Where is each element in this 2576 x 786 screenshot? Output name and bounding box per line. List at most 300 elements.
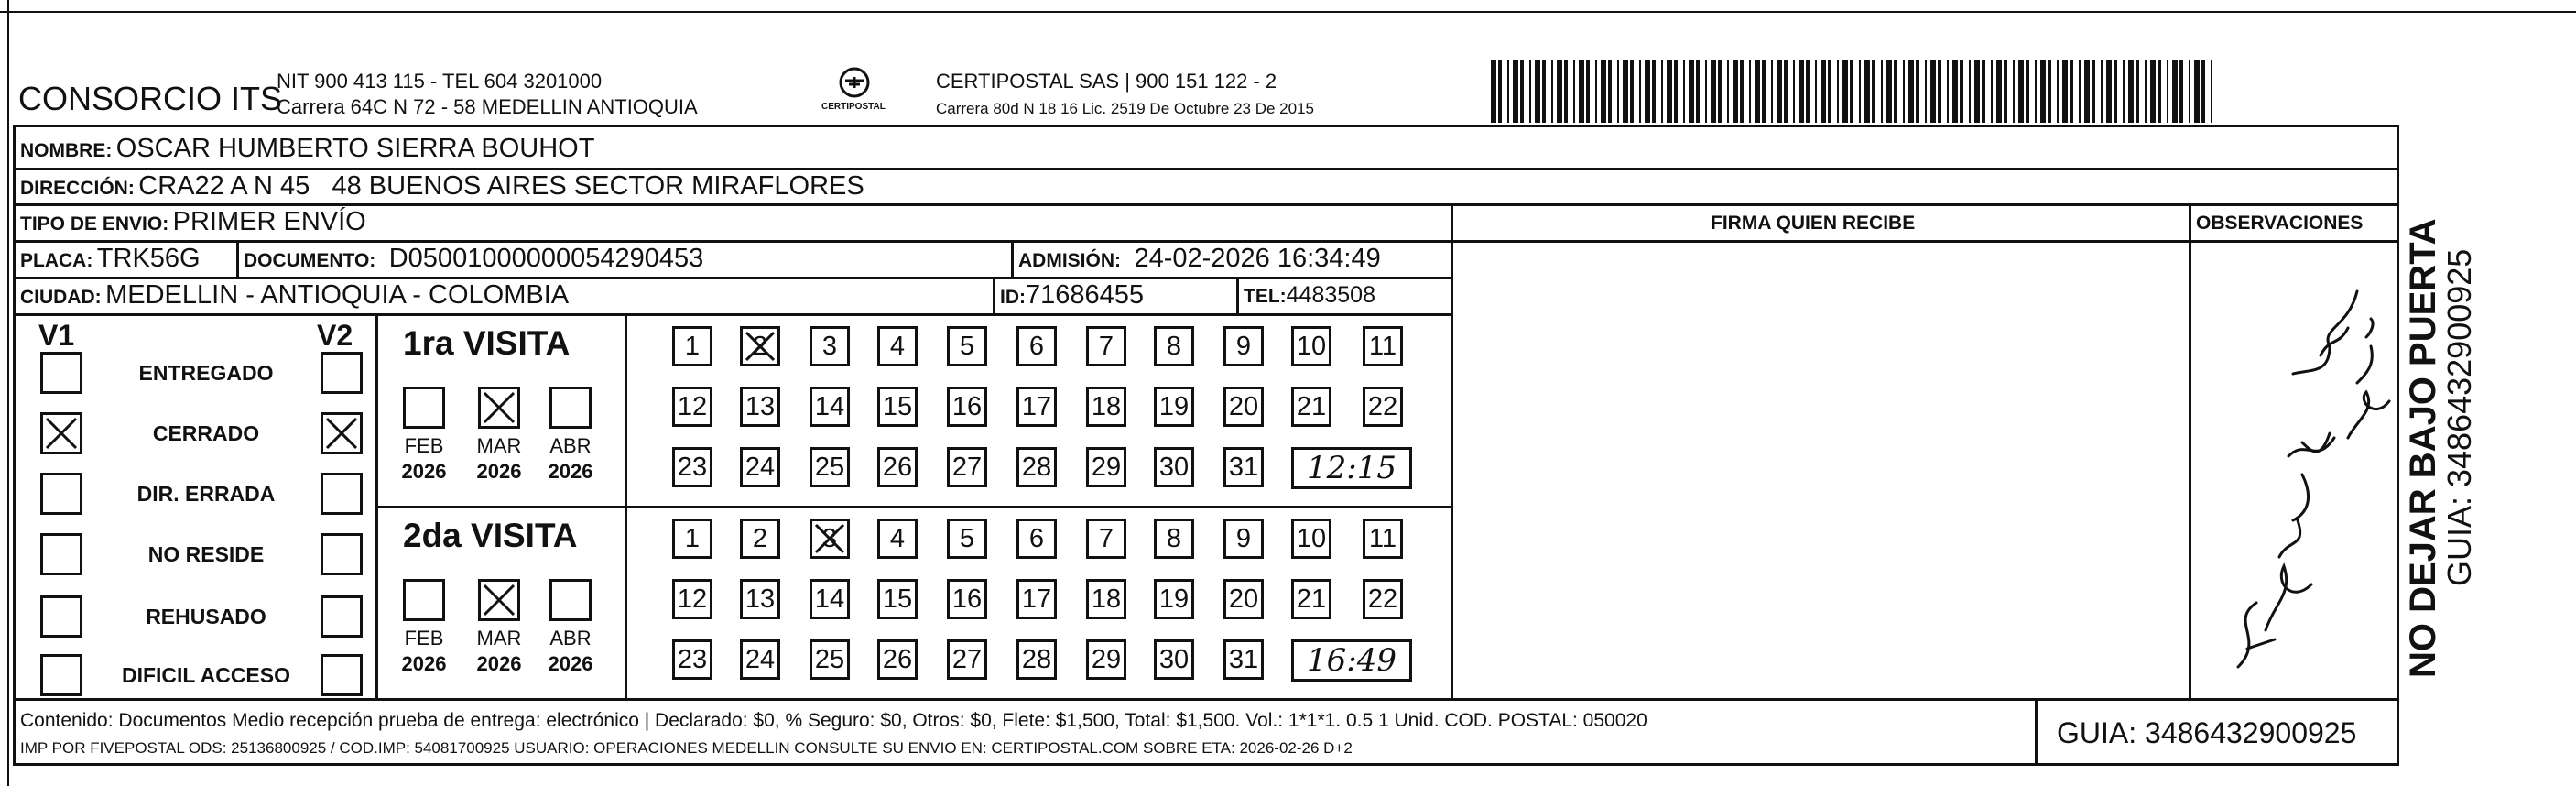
barcode-bar [2004,60,2007,123]
day-number: 1 [684,523,701,553]
day-number: 13 [745,391,776,421]
day-number: 26 [882,644,913,674]
v1-checkbox[interactable] [40,654,82,696]
day-box[interactable] [947,579,987,619]
day-number: 26 [882,452,913,482]
documento-row [244,246,703,272]
barcode-bar [2167,60,2168,123]
barcode-bar [2040,60,2046,123]
day-number: 31 [1228,452,1259,482]
v1-checkbox[interactable] [40,412,82,454]
barcode-bar [1507,60,1509,123]
day-box[interactable] [947,326,987,366]
day-number: 6 [1028,523,1045,553]
day-box[interactable] [810,519,850,559]
day-number: 19 [1158,584,1190,614]
day-box[interactable] [877,447,918,487]
barcode-bar [1864,60,1870,123]
barcode-bar [1828,60,1831,123]
barcode-bar [1996,60,2002,123]
barcode-bar [1947,60,1949,123]
col-divider [1451,203,1453,698]
v2-checkbox[interactable] [321,595,363,638]
row-line [1451,240,2399,243]
barcode-bar [1960,60,1963,123]
barcode-bar [1850,60,1853,123]
day-number: 24 [745,452,776,482]
day-number: 14 [814,584,845,614]
nombre-label: NOMBRE: [20,140,113,161]
day-number: 20 [1228,391,1259,421]
day-number: 16 [951,584,983,614]
day-box[interactable] [672,447,712,487]
barcode-bar [1513,60,1518,123]
day-number: 7 [1098,331,1114,361]
day-number: 11 [1368,523,1397,553]
barcode-bar [1520,60,1524,123]
nombre-value: OSCAR HUMBERTO SIERRA BOUHOT [115,134,595,163]
observaciones-header: OBSERVACIONES [2196,213,2364,234]
barcode-bar [1623,60,1628,123]
day-box[interactable] [1223,579,1264,619]
barcode-bar [1793,60,1795,123]
barcode-bar [1755,60,1760,123]
day-number: 3 [821,331,838,361]
barcode-bar [2092,60,2095,123]
admision-row [1018,246,1381,272]
day-box[interactable] [947,639,987,680]
barcode-bar [1573,60,1575,123]
admision-value: 24-02-2026 16:34:49 [1134,244,1381,273]
day-box[interactable] [672,326,712,366]
barcode-bar [1894,60,1897,123]
v1-checkbox[interactable] [40,533,82,575]
day-number: 4 [889,331,906,361]
id-label: ID: [1000,287,1026,308]
logo-caption: CERTIPOSTAL [821,102,886,112]
barcode-bar [1586,60,1590,123]
day-box[interactable] [877,519,918,559]
day-box[interactable] [1291,326,1331,366]
barcode-bar [1991,60,1993,123]
day-number: 29 [1091,452,1122,482]
day-box[interactable] [1086,326,1126,366]
barcode-bar [1872,60,1875,123]
col-divider [2189,203,2191,698]
day-number: 31 [1228,644,1259,674]
day-box[interactable] [672,639,712,680]
barcode-bar [2026,60,2029,123]
day-number: 25 [814,452,845,482]
barcode-bar [1696,60,1700,123]
day-box[interactable] [1154,579,1194,619]
placa-value: TRK56G [96,244,201,273]
day-number: 11 [1368,331,1397,361]
day-number: 9 [1235,523,1252,553]
day-box[interactable] [947,387,987,427]
barcode-bar [1815,60,1817,123]
v1-checkbox[interactable] [40,473,82,515]
status-label: DIFICIL ACCESO [121,663,290,687]
barcode-bar [2013,60,2015,123]
day-box[interactable] [740,519,780,559]
day-number: 1 [684,331,701,361]
cell-divider [1236,277,1239,313]
day-box[interactable] [1154,387,1194,427]
month-checkbox[interactable] [478,387,520,429]
barcode-bar [2062,60,2068,123]
tel-label: TEL: [1244,286,1287,307]
footer-imp: IMP POR FIVEPOSTAL ODS: 25136800925 / COD.IMP: 54081700925 USUARIO: OPERACIONES MEDELLIN CONSULTE SU ENVIO EN: CERTIPOSTAL.COM SOBRE ETA: 2026-02-26 D+2 [20,739,1353,757]
barcode-bar [2057,60,2059,123]
day-number: 6 [1028,331,1045,361]
x-mark-icon [43,415,80,452]
barcode-bar [1969,60,1971,123]
address-line: Carrera 64C N 72 - 58 MEDELLIN ANTIOQUIA [277,95,698,118]
section-divider [375,506,1451,508]
day-box[interactable] [1291,579,1331,619]
observaciones-area[interactable] [2192,246,2396,694]
day-box[interactable] [672,387,712,427]
barcode-bar [2035,60,2037,123]
handwritten-observation [2192,246,2396,694]
tipo-value: PRIMER ENVÍO [172,207,366,236]
v2-checkbox[interactable] [321,654,363,696]
top-edge [0,11,2576,13]
nombre-row [20,136,594,162]
visit-title: 1ra VISITA [403,324,571,362]
day-number: 22 [1367,391,1398,421]
barcode-bar [2128,60,2134,123]
day-box[interactable] [810,447,850,487]
year-label: 2026 [401,460,447,483]
barcode-bar [1881,60,1883,123]
v2-checkbox[interactable] [321,412,363,454]
day-box[interactable] [1016,326,1057,366]
day-box[interactable] [1154,639,1194,680]
barcode-bar [1749,60,1751,123]
id-value: 71686455 [1026,280,1145,310]
barcode-bar [1837,60,1839,123]
day-box[interactable] [1016,579,1057,619]
cell-divider [236,240,239,277]
barcode-bar [2172,60,2178,123]
placa-row [20,246,201,272]
day-box[interactable] [1154,326,1194,366]
barcode-bar [2136,60,2139,123]
barcode-bar [1762,60,1766,123]
admision-label: ADMISIÓN: [1018,250,1121,271]
month-label: MAR [476,627,522,650]
day-box[interactable] [1086,447,1126,487]
visit-time[interactable] [1291,639,1412,682]
day-box[interactable] [877,579,918,619]
day-number: 15 [882,584,913,614]
barcode-bar [1498,60,1502,123]
row-line [13,203,2399,206]
day-number: 7 [1098,523,1114,553]
month-checkbox[interactable] [549,579,592,621]
side-guia: GUIA: 3486432900925 [2440,248,2478,586]
row-line [13,277,1451,279]
day-box[interactable] [740,579,780,619]
month-checkbox[interactable] [478,579,520,621]
barcode-bar [2201,60,2205,123]
day-box[interactable] [1223,326,1264,366]
cell-divider [1011,240,1014,277]
day-box[interactable] [740,447,780,487]
day-number: 17 [1021,584,1052,614]
day-number: 24 [745,644,776,674]
barcode-bar [2079,60,2081,123]
barcode-bar [2145,60,2147,123]
day-box[interactable] [1086,579,1126,619]
barcode-bar [2123,60,2125,123]
month-label: ABR [549,434,592,457]
day-box[interactable] [1086,387,1126,427]
day-box[interactable] [810,579,850,619]
day-number: 25 [814,644,845,674]
left-edge [7,0,9,786]
no-dejar-bajo-puerta: NO DEJAR BAJO PUERTA [2403,218,2443,678]
barcode-bar [1674,60,1678,123]
day-box[interactable] [1154,447,1194,487]
barcode-bar [1938,60,1941,123]
status-label: NO RESIDE [147,542,265,566]
barcode-bar [1579,60,1584,123]
day-number: 23 [677,452,708,482]
signature-area[interactable] [1456,246,2185,694]
barcode-bar [1974,60,1980,123]
day-number: 30 [1158,452,1190,482]
barcode-bar [1740,60,1744,123]
month-checkbox[interactable] [549,387,592,429]
day-number: 29 [1091,644,1122,674]
day-box[interactable] [672,519,712,559]
barcode-bar [2048,60,2051,123]
v1-checkbox[interactable] [40,352,82,394]
barcode-bar [1689,60,1694,123]
barcode-bar [2211,60,2212,123]
day-box[interactable] [740,387,780,427]
day-box[interactable] [740,639,780,680]
v2-checkbox[interactable] [321,533,363,575]
year-label: 2026 [548,460,593,483]
day-box[interactable] [740,326,780,366]
certipostal-line2: Carrera 80d N 18 16 Lic. 2519 De Octubre 23 De 2015 [936,100,1314,117]
footer-contenido: Contenido: Documentos Medio recepción prueba de entrega: electrónico | Declarado: $0, % Seguro: $0, Otros: $0, Flete: $1,500, Total: $1,500. Vol.: 1*1*1. 0.5 1 Unid. COD. POSTAL: 050020 [20,710,1647,731]
day-number: 12 [677,584,708,614]
barcode-bar [2179,60,2183,123]
documento-label: DOCUMENTO: [244,250,376,271]
day-number: 22 [1367,584,1398,614]
status-label: REHUSADO [146,605,266,628]
barcode-bar [1799,60,1804,123]
barcode-bar [2189,60,2190,123]
direccion-label: DIRECCIÓN: [20,178,135,199]
day-box[interactable] [1223,447,1264,487]
status-label: ENTREGADO [138,361,274,385]
barcode [1491,60,2223,123]
month-checkbox[interactable] [403,579,445,621]
day-number: 10 [1296,331,1327,361]
day-number: 28 [1021,644,1052,674]
month-label: ABR [549,627,592,650]
year-label: 2026 [401,652,447,675]
barcode-bar [1667,60,1672,123]
day-box[interactable] [947,447,987,487]
certipostal-logo [818,66,891,117]
day-number: 8 [1166,523,1182,553]
barcode-bar [1652,60,1656,123]
day-box[interactable] [1223,519,1264,559]
v2-checkbox[interactable] [321,473,363,515]
day-box[interactable] [1291,387,1331,427]
company-name: CONSORCIO ITS [18,80,283,117]
ciudad-value: MEDELLIN - ANTIOQUIA - COLOMBIA [105,280,570,310]
barcode-bar [1595,60,1597,123]
day-number: 2 [752,331,768,361]
day-box[interactable] [1291,519,1331,559]
col-divider [2035,698,2038,766]
footer-guia: GUIA: 3486432900925 [2057,716,2357,749]
tipo-row [20,209,366,235]
visit-time-value: 16:49 [1307,642,1397,679]
row-line [13,313,1451,316]
barcode-bar [2084,60,2090,123]
day-box[interactable] [947,519,987,559]
ciudad-row [20,282,569,309]
barcode-bar [1639,60,1641,123]
visit-time[interactable] [1291,447,1412,489]
barcode-bar [1916,60,1919,123]
id-row [1000,282,1144,309]
x-mark-icon [481,582,517,618]
barcode-bar [1925,60,1927,123]
barcode-bar [1608,60,1612,123]
year-label: 2026 [476,460,522,483]
day-box[interactable] [1363,387,1403,427]
barcode-bar [1529,60,1531,123]
barcode-bar [1771,60,1773,123]
day-box[interactable] [1223,387,1264,427]
day-number: 5 [959,331,975,361]
certipostal-line1: CERTIPOSTAL SAS | 900 151 122 - 2 [936,70,1277,93]
day-number: 23 [677,644,708,674]
barcode-bar [1542,60,1546,123]
barcode-bar [2018,60,2024,123]
v2-checkbox[interactable] [321,352,363,394]
day-box[interactable] [1086,519,1126,559]
day-number: 8 [1166,331,1182,361]
firma-header: FIRMA QUIEN RECIBE [1711,213,1916,234]
row-line [13,168,2399,170]
barcode-bar [2101,60,2103,123]
barcode-bar [1718,60,1722,123]
barcode-bar [1491,60,1496,123]
day-number: 30 [1158,644,1190,674]
v1-checkbox[interactable] [40,595,82,638]
v2-header: V2 [317,319,353,352]
day-number: 27 [951,452,983,482]
day-number: 2 [752,523,768,553]
barcode-bar [1683,60,1685,123]
documento-value: D05001000000054290453 [388,244,704,273]
placa-label: PLACA: [20,250,93,271]
day-number: 14 [814,391,845,421]
barcode-bar [2106,60,2112,123]
barcode-bar [1557,60,1562,123]
day-box[interactable] [810,639,850,680]
barcode-bar [1784,60,1788,123]
day-number: 19 [1158,391,1190,421]
barcode-bar [1645,60,1650,123]
day-number: 27 [951,644,983,674]
barcode-bar [1908,60,1914,123]
month-checkbox[interactable] [403,387,445,429]
day-box[interactable] [1363,579,1403,619]
day-number: 21 [1296,391,1327,421]
day-box[interactable] [810,326,850,366]
day-box[interactable] [810,387,850,427]
day-box[interactable] [877,387,918,427]
barcode-bar [1727,60,1729,123]
day-number: 10 [1296,523,1327,553]
v1-header: V1 [38,319,75,352]
day-box[interactable] [1016,519,1057,559]
barcode-bar [1733,60,1738,123]
barcode-bar [2194,60,2200,123]
visit-title: 2da VISITA [403,517,578,554]
barcode-bar [1821,60,1826,123]
day-number: 16 [951,391,983,421]
year-label: 2026 [548,652,593,675]
tel-value: 4483508 [1286,282,1375,308]
day-box[interactable] [672,579,712,619]
day-box[interactable] [1016,447,1057,487]
day-box[interactable] [1154,519,1194,559]
day-box[interactable] [1086,639,1126,680]
day-box[interactable] [1016,639,1057,680]
day-number: 18 [1091,391,1122,421]
day-number: 15 [882,391,913,421]
ciudad-label: CIUDAD: [20,287,102,308]
day-number: 21 [1296,584,1327,614]
day-box[interactable] [1016,387,1057,427]
barcode-bar [1661,60,1663,123]
day-box[interactable] [877,639,918,680]
day-box[interactable] [877,326,918,366]
day-box[interactable] [1363,519,1403,559]
barcode-bar [1842,60,1848,123]
x-mark-icon [323,415,360,452]
day-box[interactable] [1363,326,1403,366]
barcode-bar [1617,60,1619,123]
row-line [13,698,2399,701]
barcode-bar [1601,60,1606,123]
day-box[interactable] [1223,639,1264,680]
day-number: 13 [745,584,776,614]
day-number: 28 [1021,452,1052,482]
side-text-block [2405,147,2478,678]
day-number: 5 [959,523,975,553]
barcode-bar [1806,60,1810,123]
month-label: MAR [476,434,522,457]
barcode-bar [1777,60,1782,123]
year-label: 2026 [476,652,522,675]
day-number: 4 [889,523,906,553]
status-label: CERRADO [152,421,260,445]
